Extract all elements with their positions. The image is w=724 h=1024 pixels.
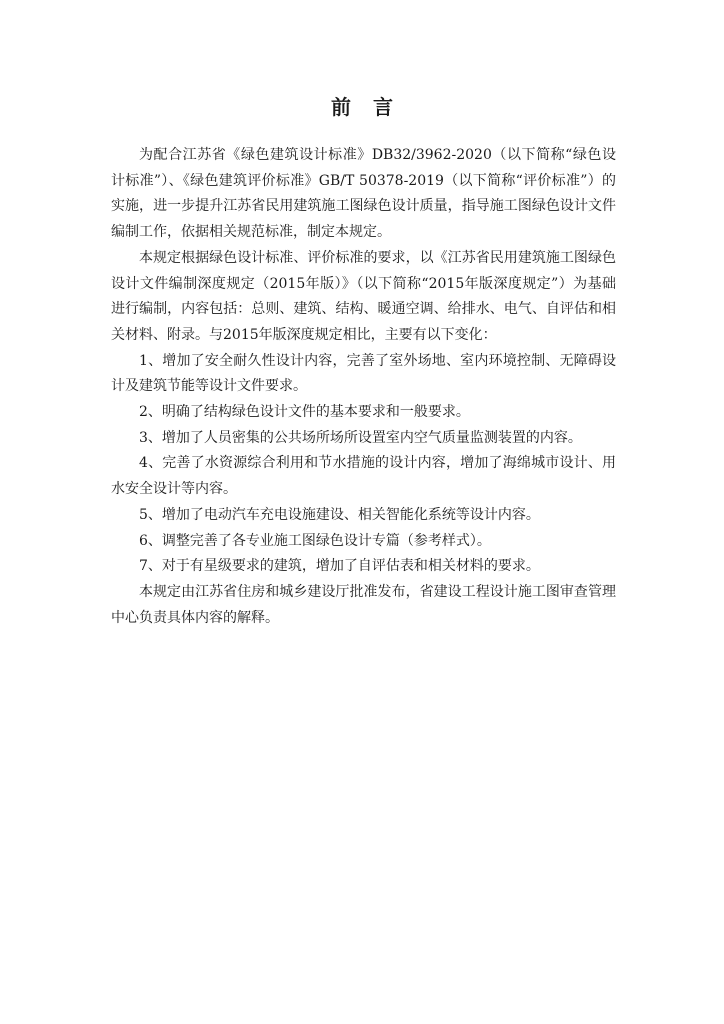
change-item-4: 4、完善了水资源综合利用和节水措施的设计内容，增加了海绵城市设计、用水安全设计等内容。	[111, 455, 616, 498]
paragraph-authority: 本规定由江苏省住房和城乡建设厅批准发布，省建设工程设计施工图审查管理中心负责具体内容的解释。	[111, 583, 616, 626]
change-item-2: 2、明确了结构绿色设计文件的基本要求和一般要求。	[139, 404, 470, 421]
change-item-5: 5、增加了电动汽车充电设施建设、相关智能化系统等设计内容。	[139, 506, 540, 523]
title-char-2: 言	[373, 95, 393, 119]
change-item-6: 6、调整完善了各专业施工图绿色设计专篇（参考样式）。	[139, 532, 491, 549]
change-item-3: 3、增加了人员密集的公共场所场所设置室内空气质量监测装置的内容。	[139, 429, 582, 446]
change-item-1: 1、增加了安全耐久性设计内容，完善了室外场地、室内环境控制、无障碍设计及建筑节能等设计文件要求。	[111, 352, 616, 395]
paragraph-scope: 本规定根据绿色设计标准、评价标准的要求，以《江苏省民用建筑施工图绿色设计文件编制深度规定（2015年版）》（以下简称“2015年版深度规定”）为基础进行编制，内容包括：总则、建筑、结构、暖通空调、给排水、电气、自评估和相关材料、附录。与2015年版深度规定相比，主要有以下变化：	[111, 249, 616, 343]
page-title	[0, 93, 724, 121]
change-item-7: 7、对于有星级要求的建筑，增加了自评估表和相关材料的要求。	[139, 558, 540, 575]
preface-body	[111, 143, 616, 631]
paragraph-intro: 为配合江苏省《绿色建筑设计标准》DB32/3962-2020（以下简称“绿色设计标准”）、《绿色建筑评价标准》GB/T 50378-2019（以下简称“评价标准”）的实施，进一步提升江苏省民用建筑施工图绿色设计质量，指导施工图绿色设计文件编制工作，依据相关规范标准，制定本规定。	[111, 147, 616, 241]
title-char-1: 前	[331, 95, 351, 119]
